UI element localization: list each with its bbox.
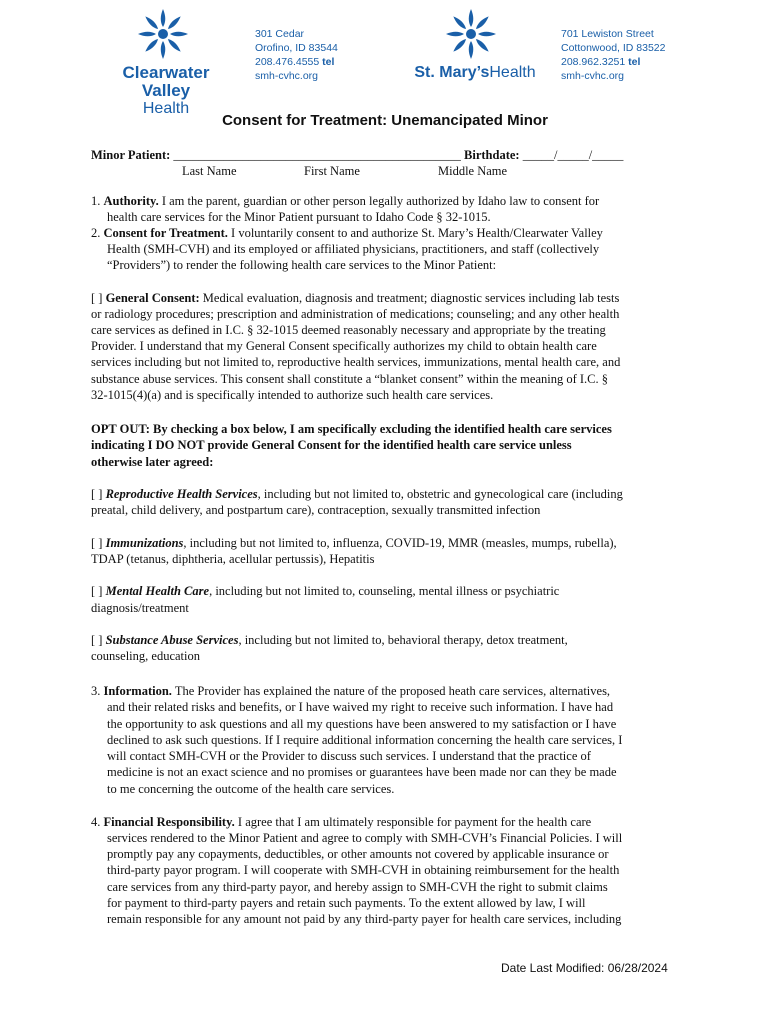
section-2-line: Health (SMH-CVH) and its employed or affiliated physicians, practitioners, and staff (collectively <box>107 242 600 256</box>
substance-abuse-heading: Substance Abuse Services <box>105 633 239 647</box>
reproductive-item <box>91 486 623 502</box>
left-address-phone: 208.476.4555 <box>255 56 320 68</box>
section-4-line: third-party payor program. I will cooperate with SMH-CVH in obtaining reimbursement for the health <box>107 863 620 877</box>
section-1-heading: Authority. <box>103 194 159 208</box>
st-marys-logo-icon <box>444 6 498 62</box>
reproductive-checkbox[interactable]: [ ] <box>91 487 103 501</box>
section-4-text: I agree that I am ultimately responsible for payment for the health care <box>237 815 592 829</box>
section-3-line: the opportunity to ask questions and all my questions have been answered to my satisfaction or I have <box>107 717 617 731</box>
general-consent-line: 32-1015(4)(a) and is specifically intended to authorize such health care services. <box>91 388 494 402</box>
birthdate-field[interactable]: _____/_____/_____ <box>522 148 624 162</box>
substance-abuse-text: , including but not limited to, behavioral therapy, detox treatment, <box>238 633 568 647</box>
clearwater-name-line2: Health <box>142 100 190 117</box>
opt-out-line: OPT OUT: By checking a box below, I am specifically excluding the identified health care services <box>91 422 612 436</box>
section-3-line: to me concerning the outcome of the health care services. <box>107 782 395 796</box>
general-consent-line: Provider. I understand that my General Consent specifically authorizes my child to obtain health care <box>91 339 597 353</box>
section-1-line: health care services for the Minor Patient pursuant to Idaho Code § 32-1015. <box>107 210 491 224</box>
immunizations-line: TDAP (tetanus, diphtheria, acellular pertussis), Hepatitis <box>91 552 375 566</box>
immunizations-heading: Immunizations <box>105 536 184 550</box>
st-marys-name-b: Health <box>489 64 536 81</box>
right-address-block <box>561 27 666 83</box>
patient-label: Minor Patient: <box>91 148 171 162</box>
section-3-heading: Information. <box>103 684 172 698</box>
right-address-web: smh-cvhc.org <box>561 70 625 82</box>
clearwater-valley-logo-icon <box>136 6 190 62</box>
st-marys-name-a: St. Mary’s <box>414 64 490 81</box>
substance-abuse-item <box>91 632 568 648</box>
substance-abuse-line: counseling, education <box>91 649 200 663</box>
right-address-street: 701 Lewiston Street <box>561 28 654 40</box>
st-marys-logo-name <box>410 64 540 82</box>
section-3-line: will contact SMH-CVH or the Provider to discuss such services. I understand that the practice of <box>107 749 591 763</box>
immunizations-text: , including but not limited to, influenza, COVID-19, MMR (measles, mumps, rubella), <box>183 536 617 550</box>
sub-last-name: Last Name <box>182 164 237 178</box>
section-4-line: promptly pay any copayments, deductibles, or other amounts not covered by applicable insurance or <box>107 847 609 861</box>
mental-health-item <box>91 583 559 599</box>
footer-last-modified: Date Last Modified: 06/28/2024 <box>501 961 668 975</box>
section-2-heading: Consent for Treatment. <box>103 226 228 240</box>
section-4-line: remain responsible for any amount not paid by any third-party payer for health care services, including <box>107 912 622 926</box>
section-1-number: 1. <box>91 194 101 208</box>
section-3-number: 3. <box>91 684 101 698</box>
patient-row <box>91 147 623 163</box>
right-address-phone-row <box>561 55 666 69</box>
general-consent-line: services including but not limited to, reproductive health services, immunizations, mental health care, and <box>91 355 621 369</box>
section-3-line: declined to ask such questions. If I require additional information concerning the health care services, I <box>107 733 623 747</box>
patient-name-field[interactable]: ______________________________________________ <box>173 148 461 162</box>
opt-out-line: indicating I DO NOT provide General Consent for the identified health care service unless <box>91 438 572 452</box>
right-address-city: Cottonwood, ID 83522 <box>561 42 666 54</box>
left-address-phone-row <box>255 55 338 69</box>
general-consent-line: or radiology procedures; prescription and administration of medications; counseling; and any other health <box>91 307 620 321</box>
clearwater-logo-name <box>99 64 233 118</box>
section-3-line: medicine is not an exact science and no promises or guarantees have been made nor can they be made <box>107 765 617 779</box>
opt-out-line: otherwise later agreed: <box>91 455 214 469</box>
general-consent-heading: General Consent: <box>105 291 200 305</box>
general-consent-line: care services as defined in I.C. § 32-1015 deemed reasonably necessary and appropriate by the treating <box>91 323 606 337</box>
reproductive-line: preatal, child delivery, and postpartum care), contraception, sexually transmitted infection <box>91 503 541 517</box>
right-address-phone: 208.962.3251 <box>561 56 626 68</box>
reproductive-text: , including but not limited to, obstetric and gynecological care (including <box>257 487 623 501</box>
general-consent-checkbox[interactable]: [ ] <box>91 291 103 305</box>
sub-middle-name: Middle Name <box>438 164 508 178</box>
page-title: Consent for Treatment: Unemancipated Minor <box>222 112 548 129</box>
left-address-block <box>255 27 338 83</box>
section-4 <box>91 814 591 830</box>
left-address-city: Orofino, ID 83544 <box>255 42 338 54</box>
section-4-line: services rendered to the Minor Patient and agree to comply with SMH-CVH’s Financial Policies. I will <box>107 831 623 845</box>
left-address-web: smh-cvhc.org <box>255 70 319 82</box>
left-address-street: 301 Cedar <box>255 28 305 40</box>
mental-health-checkbox[interactable]: [ ] <box>91 584 103 598</box>
birthdate-label: Birthdate: <box>464 148 520 162</box>
section-1-text: I am the parent, guardian or other person legally authorized by Idaho law to consent for <box>161 194 600 208</box>
mental-health-text: , including but not limited to, counseling, mental illness or psychiatric <box>209 584 560 598</box>
general-consent-text: Medical evaluation, diagnosis and treatment; diagnostic services including lab tests <box>202 291 620 305</box>
left-address-phone-tag: tel <box>322 56 335 68</box>
section-2-text: I voluntarily consent to and authorize St. Mary’s Health/Clearwater Valley <box>231 226 603 240</box>
section-3 <box>91 683 610 699</box>
section-4-heading: Financial Responsibility. <box>103 815 235 829</box>
section-2-number: 2. <box>91 226 101 240</box>
mental-health-line: diagnosis/treatment <box>91 601 189 615</box>
section-3-line: and their related risks and benefits, or I have waived my right to receive such information. I have had <box>107 700 614 714</box>
right-address-phone-tag: tel <box>628 56 641 68</box>
mental-health-heading: Mental Health Care <box>105 584 210 598</box>
section-4-line: for payment to third-party payers and retain such payments. To the extent allowed by law, I will <box>107 896 586 910</box>
clearwater-name-line1: Clearwater Valley <box>122 63 210 100</box>
section-2-line: “Providers”) to render the following health care services to the Minor Patient: <box>107 258 497 272</box>
immunizations-checkbox[interactable]: [ ] <box>91 536 103 550</box>
section-2 <box>91 225 603 241</box>
general-consent-line: substance abuse services. This consent shall constitute a “blanket consent” within the meaning of I.C. § <box>91 372 608 386</box>
immunizations-item <box>91 535 617 551</box>
general-consent-item <box>91 290 619 306</box>
sub-first-name: First Name <box>304 164 360 178</box>
section-4-line: care services from any third-party payor, and hereby assign to SMH-CVH the right to submit claims <box>107 880 608 894</box>
reproductive-heading: Reproductive Health Services <box>105 487 258 501</box>
section-1 <box>91 193 599 209</box>
section-3-text: The Provider has explained the nature of the proposed heath care services, alternatives, <box>174 684 611 698</box>
section-4-number: 4. <box>91 815 101 829</box>
substance-abuse-checkbox[interactable]: [ ] <box>91 633 103 647</box>
